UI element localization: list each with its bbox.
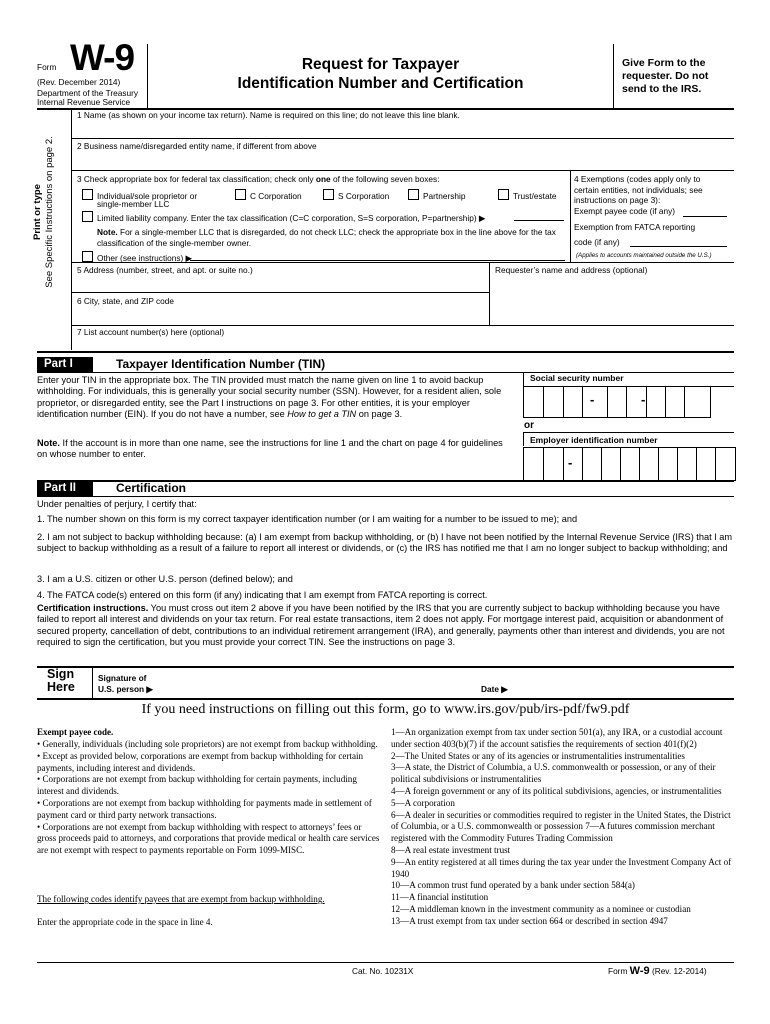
exempt-payee-label: Exempt payee code (if any) [574, 206, 675, 216]
cert-item-2: 2. I am not subject to backup withholding because: (a) I am exempt from backup withholding, or (b) I have not been notified by the Internal Revenue Service (IRS) that I am subject to backup withholding as a result of a failure to report all interest or dividends, or (c) the IRS has notified me that I am no longer subject to backup withholding; and [37, 532, 733, 554]
list-item: • Except as provided below, corporations are exempt from backup withholding for certain payments, including interest and dividends. [37, 750, 364, 773]
revision-date: (Rev. December 2014) [37, 77, 121, 87]
exempt-payee-codes-list [391, 727, 734, 928]
other-checkbox[interactable] [82, 251, 93, 262]
ssn-dash-2: - [641, 392, 646, 407]
trust-estate-checkbox[interactable] [498, 189, 509, 200]
side-label: Print or type See Specific Instructions on page 2. [32, 136, 55, 288]
line2-label: 2 Business name/disregarded entity name, if different from above [77, 141, 317, 151]
sign-here-label: Sign Here [47, 667, 75, 694]
list-item: • Corporations are not exempt from backup withholding with respect to attorneys’ fees or gross proceeds paid to attorneys, and corporations that provide medical or health care services are not exempt with respect to payments reportable on Form 1099-MISC. [37, 821, 380, 856]
department: Department of the Treasury [37, 88, 138, 98]
date-label: Date ▶ [481, 684, 508, 694]
perjury-intro: Under penalties of perjury, I certify that: [37, 499, 197, 509]
ssn-field[interactable] [523, 386, 711, 418]
account-number-field[interactable] [72, 338, 732, 349]
list-item: 9—An entity registered at all times during the tax year under the Investment Company Act of 1940 [391, 856, 732, 879]
partnership-checkbox[interactable] [408, 189, 419, 200]
list-item: 2—The United States or any of its agencies or instrumentalities instrumentalities [391, 750, 685, 761]
list-item: • Corporations are not exempt from backup withholding for payments made in settlement of payment card or third party network transactions. [37, 797, 372, 820]
list-item: 8—A real estate investment trust [391, 844, 511, 855]
list-item: 13—A trust exempt from tax under section 664 or described in section 4947 [391, 915, 668, 926]
llc-checkbox[interactable] [82, 211, 93, 222]
list-item: 6—A dealer in securities or commodities required to register in the United States, the District of Columbia, or a U.S. commonwealth or possession 7—A futures commission merchant registered with the Commodity Futures Trading Commission [391, 809, 731, 844]
address-field[interactable] [72, 277, 487, 291]
list-item: • Corporations are not exempt from backup withholding for certain payments, including interest and dividends. [37, 774, 357, 797]
enter-code-note: Enter the appropriate code in the space in line 4. [37, 917, 213, 927]
c-corp-option[interactable]: C Corporation [235, 189, 302, 202]
exempt-payee-field[interactable] [683, 216, 727, 217]
or-label: or [524, 420, 534, 431]
other-option[interactable]: Other (see instructions) ▶ [82, 251, 192, 264]
list-item: 12—A middleman known in the investment community as a nominee or custodian [391, 903, 691, 914]
cert-item-3: 3. I am a U.S. citizen or other U.S. person (defined below); and [37, 574, 293, 584]
list-item: 5—A corporation [391, 797, 455, 808]
line5-label: 5 Address (number, street, and apt. or suite no.) [77, 265, 253, 275]
form-word: Form [37, 62, 57, 72]
ssn-label: Social security number [530, 373, 624, 383]
partnership-option[interactable]: Partnership [408, 189, 465, 202]
requester-label: Requester’s name and address (optional) [495, 265, 648, 275]
signature-label: Signature of U.S. person ▶ [98, 673, 153, 694]
list-item: • Generally, individuals (including sole proprietors) are not exempt from backup withholding. [37, 739, 378, 749]
ein-field[interactable] [523, 447, 736, 481]
following-codes-note: The following codes identify payees that are exempt from backup withholding. [37, 894, 325, 904]
list-item: 1—An organization exempt from tax under section 501(a), any IRA, or a custodial account under section 403(b)(7) if the account satisfies the requirements of section 401(f)(2) [391, 727, 723, 749]
title-line2: Identification Number and Certification [237, 75, 524, 92]
form-number: W-9 [70, 37, 135, 78]
other-field[interactable] [190, 260, 565, 261]
line3-label: 3 Check appropriate box for federal tax classification; check only one of the following seven boxes: [77, 174, 440, 184]
footer-form: Form W-9 (Rev. 12-2014) [608, 965, 707, 977]
instructions-url[interactable]: If you need instructions on filling out this form, go to www.irs.gov/pub/irs-pdf/fw9.pdf [141, 702, 630, 717]
s-corp-checkbox[interactable] [323, 189, 334, 200]
business-name-field[interactable] [72, 153, 734, 169]
ein-dash: - [568, 455, 573, 470]
trust-estate-option[interactable]: Trust/estate [498, 189, 557, 202]
line6-label: 6 City, state, and ZIP code [77, 296, 175, 306]
s-corp-option[interactable]: S Corporation [323, 189, 389, 202]
list-item: 10—A common trust fund operated by a bank under section 584(a) [391, 880, 635, 891]
city-state-zip-field[interactable] [72, 308, 487, 323]
part2-title: Certification [116, 481, 187, 495]
give-form-notice: Give Form to the requester. Do not send to the IRS. [622, 57, 709, 95]
part1-note: Note. If the account is in more than one name, see the instructions for line 1 and the chart on page 4 for guidelines on whose number to enter. [37, 438, 503, 460]
signature-field[interactable] [160, 672, 470, 696]
ssn-dash-1: - [590, 392, 595, 407]
individual-option[interactable]: Individual/sole proprietor or [82, 189, 197, 202]
fatca-field[interactable] [630, 246, 727, 247]
part1-instructions: Enter your TIN in the appropriate box. The TIN provided must match the name given on line 1 to avoid backup withholding. For individuals, this is generally your social security number (SSN). However, for a resident alien, sole proprietor, or disregarded entity, see the Part I instructions on page 3. For other entities, it is your employer identification number (EIN). If you do not have a number, see How to get a TIN on page 3. [37, 375, 502, 420]
fatca-label: Exemption from FATCA reporting code (if any) [574, 222, 696, 247]
line7-label: 7 List account number(s) here (optional) [77, 327, 225, 337]
llc-note: Note. For a single-member LLC that is disregarded, do not check LLC; check the appropriate box in the line above for the tax classification of the single-member owner. [97, 227, 556, 248]
irs-label: Internal Revenue Service [37, 97, 131, 107]
exemptions-label: 4 Exemptions (codes apply only to certain entities, not individuals; see instructions on page 3): [574, 174, 703, 205]
list-item: 11—A financial institution [391, 892, 489, 903]
part1-label: Part I [37, 357, 93, 372]
list-item: 3—A state, the District of Columbia, a U.S. commonwealth or possession, or any of their political subdivisions or instrumentalities [391, 762, 716, 785]
date-field[interactable] [515, 672, 730, 696]
line1-label: 1 Name (as shown on your income tax return). Name is required on this line; do not leave this line blank. [77, 110, 460, 120]
cert-item-4: 4. The FATCA code(s) entered on this form (if any) indicating that I am exempt from FATCA reporting is correct. [37, 590, 488, 600]
exempt-payee-title: Exempt payee code. [37, 727, 114, 737]
list-item: 4—A foreign government or any of its political subdivisions, agencies, or instrumentalities [391, 785, 722, 796]
part2-label: Part II [37, 481, 93, 496]
title-line1: Request for Taxpayer [301, 56, 460, 73]
individual-option-cont: single-member LLC [97, 199, 170, 209]
name-field[interactable] [72, 122, 734, 137]
c-corp-checkbox[interactable] [235, 189, 246, 200]
ein-label: Employer identification number [530, 435, 658, 445]
exempt-payee-left-list [37, 739, 380, 857]
applies-note: (Applies to accounts maintained outside the U.S.) [576, 252, 712, 259]
catalog-number: Cat. No. 10231X [352, 966, 414, 976]
part1-title: Taxpayer Identification Number (TIN) [116, 357, 326, 371]
individual-checkbox[interactable] [82, 189, 93, 200]
llc-option[interactable]: Limited liability company. Enter the tax classification (C=C corporation, S=S corporation, P=partnership) ▶ [82, 211, 485, 224]
cert-instructions: Certification instructions. You must cross out item 2 above if you have been notified by the IRS that you are currently subject to backup withholding because you have failed to report all interest and dividends on your tax return. For real estate transactions, item 2 does not apply. For mortgage interest paid, acquisition or abandonment of secured property, cancellation of debt, contributions to an individual retirement arrangement (IRA), and generally, payments other than interest and dividends, you are not required to sign the certification, but you must provide your correct TIN. See the instructions on page 3. [37, 603, 725, 648]
cert-item-1: 1. The number shown on this form is my correct taxpayer identification number (or I am waiting for a number to be issued to me); and [37, 514, 578, 524]
llc-classification-field[interactable] [514, 220, 564, 221]
